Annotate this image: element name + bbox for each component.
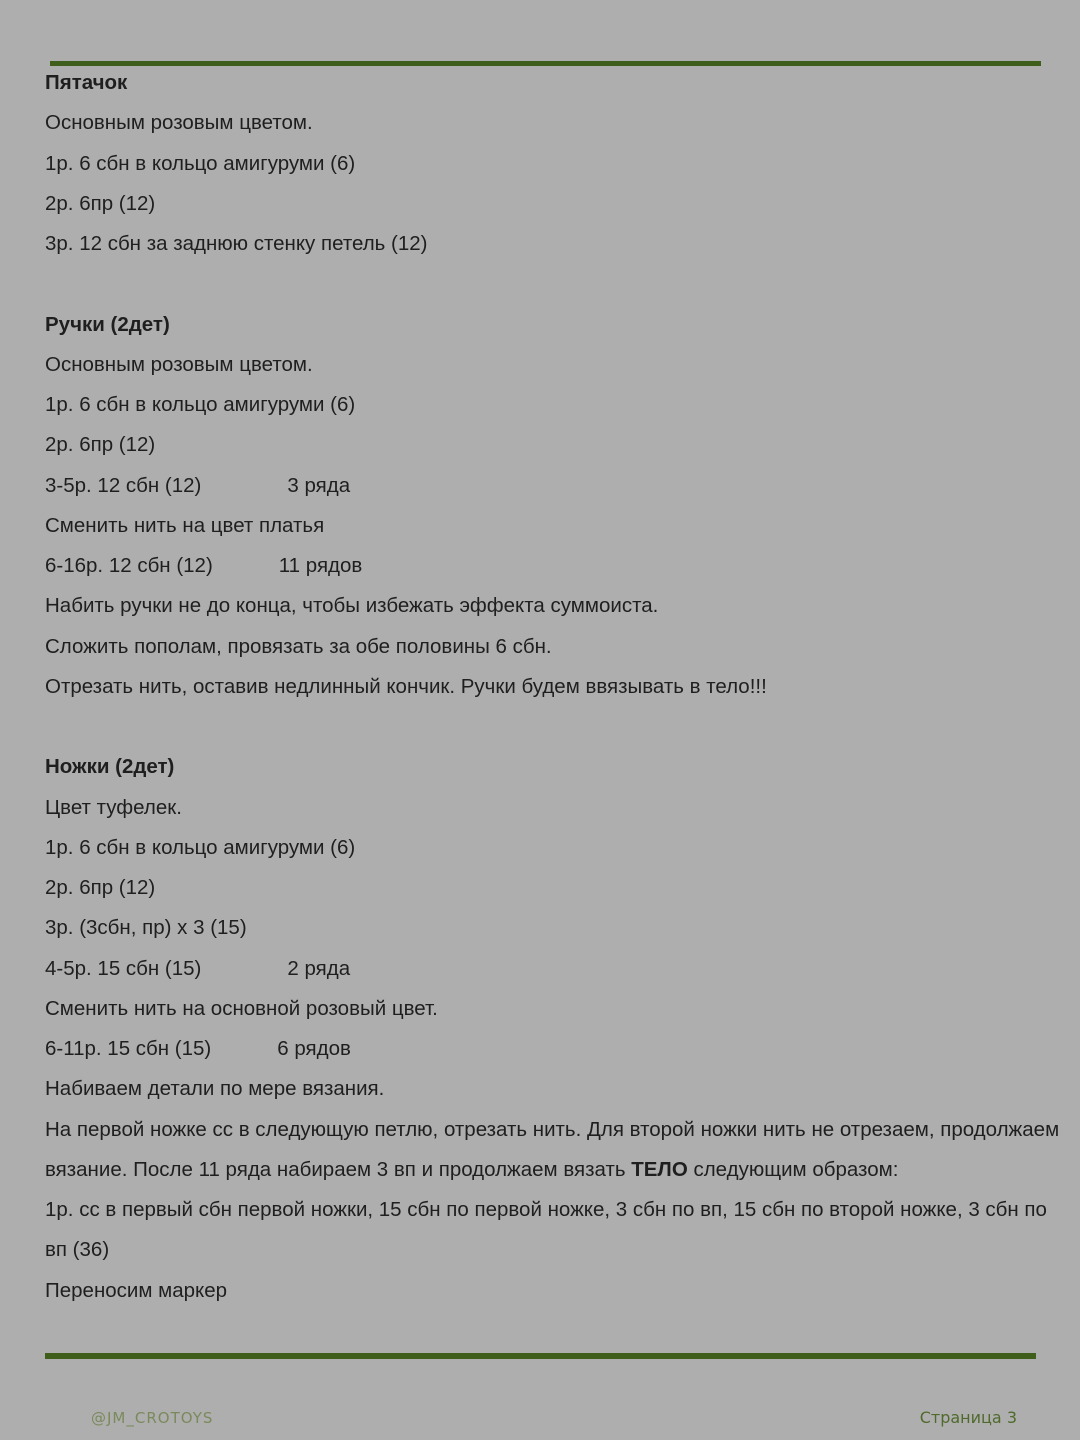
- text-line: Набить ручки не до конца, чтобы избежать эффекта суммоиста.: [45, 594, 659, 618]
- document-body: [45, 63, 1060, 1311]
- text-line: 3р. (3сбн, пр) х 3 (15): [45, 916, 247, 940]
- text-line: Набиваем детали по мере вязания.: [45, 1077, 385, 1101]
- paragraph-text: На первой ножке сс в следующую петлю, отрезать нить. Для второй ножки нить не отрезаем, продолжаем вязание. После 11 ряда набираем 3 вп и продолжаем вязать: [45, 1117, 1060, 1181]
- text-line: 2р. 6пр (12): [45, 876, 156, 899]
- text-line: [45, 546, 1060, 586]
- spacer: [45, 264, 1060, 304]
- text-line: Сменить нить на цвет платья: [45, 513, 325, 537]
- section-title-arms: Ручки (2дет): [45, 312, 170, 336]
- row-count: 2 ряда: [287, 956, 351, 980]
- page-number: Страница 3: [919, 1408, 1017, 1427]
- text-line: Сменить нить на основной розовый цвет.: [45, 996, 438, 1020]
- footer-handle: @JM_CROTOYS: [91, 1409, 214, 1427]
- text-line: Основным розовым цветом.: [45, 352, 313, 376]
- row-instruction: 4-5р. 15 сбн (15): [45, 956, 202, 980]
- text-line: Основным розовым цветом.: [45, 111, 313, 135]
- text-line: Отрезать нить, оставив недлинный кончик. Ручки будем ввязывать в тело!!!: [45, 674, 767, 698]
- text-line: [45, 1029, 1060, 1069]
- row-count: 11 рядов: [278, 554, 363, 577]
- text-line: Переносим маркер: [45, 1278, 228, 1302]
- text-line: 3р. 12 сбн за заднюю стенку петель (12): [45, 232, 428, 255]
- text-line: 1р. 6 сбн в кольцо амигуруми (6): [45, 151, 356, 175]
- text-paragraph: [45, 1110, 1060, 1191]
- body-keyword: ТЕЛО: [631, 1157, 688, 1181]
- text-line: Цвет туфелек.: [45, 795, 182, 819]
- row-instruction: 3-5р. 12 сбн (12): [45, 473, 202, 497]
- section-title-legs: Ножки (2дет): [45, 755, 175, 779]
- section-title-snout: Пятачок: [45, 71, 128, 94]
- row-count: 6 рядов: [277, 1037, 351, 1060]
- text-line: 1р. 6 сбн в кольцо амигуруми (6): [45, 393, 356, 416]
- text-line: [45, 949, 1060, 989]
- spacer: [45, 707, 1060, 747]
- row-instruction: 6-11р. 15 сбн (15): [45, 1037, 212, 1060]
- paragraph-text: следующим образом:: [687, 1157, 899, 1181]
- text-line: 2р. 6пр (12): [45, 191, 156, 215]
- text-paragraph: 1р. сс в первый сбн первой ножки, 15 сбн по первой ножке, 3 сбн по вп, 15 сбн по второй ножке, 3 сбн по вп (36): [45, 1198, 1047, 1262]
- text-line: 2р. 6пр (12): [45, 433, 156, 457]
- text-line: [45, 466, 1060, 506]
- row-instruction: 6-16р. 12 сбн (12): [45, 554, 213, 577]
- row-count: 3 ряда: [287, 473, 351, 497]
- bottom-divider: [45, 1353, 1036, 1359]
- text-line: Сложить пополам, провязать за обе половины 6 сбн.: [45, 634, 552, 658]
- text-line: 1р. 6 сбн в кольцо амигуруми (6): [45, 835, 356, 859]
